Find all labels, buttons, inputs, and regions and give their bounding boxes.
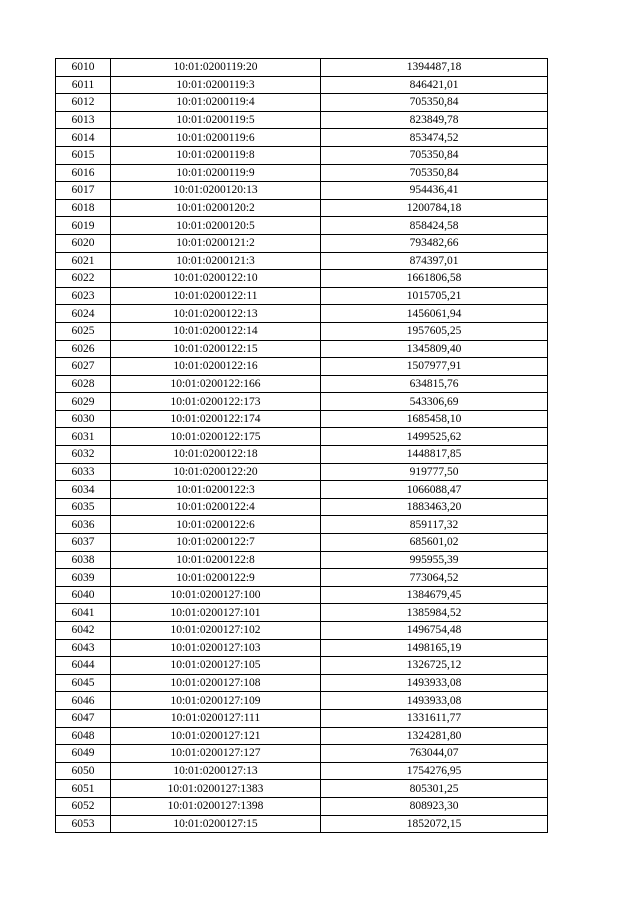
table-row [56,182,548,200]
cadastral-number-cell: 10:01:0200122:10 [111,270,321,288]
row-number-cell: 6053 [56,815,111,833]
cadastral-number-cell: 10:01:0200127:103 [111,639,321,657]
row-number-cell: 6047 [56,709,111,727]
value-cell: 705350,84 [321,164,548,182]
value-cell: 793482,66 [321,234,548,252]
row-number-cell: 6032 [56,446,111,464]
row-number-cell: 6020 [56,234,111,252]
table-row [56,463,548,481]
table-row [56,481,548,499]
value-cell: 1331611,77 [321,709,548,727]
table-body [56,59,548,833]
value-cell: 634815,76 [321,375,548,393]
row-number-cell: 6017 [56,182,111,200]
cadastral-number-cell: 10:01:0200122:9 [111,569,321,587]
cadastral-number-cell: 10:01:0200127:1383 [111,780,321,798]
row-number-cell: 6011 [56,76,111,94]
row-number-cell: 6028 [56,375,111,393]
row-number-cell: 6051 [56,780,111,798]
cadastral-number-cell: 10:01:0200122:16 [111,358,321,376]
cadastral-number-cell: 10:01:0200119:20 [111,59,321,77]
row-number-cell: 6027 [56,358,111,376]
row-number-cell: 6048 [56,727,111,745]
row-number-cell: 6041 [56,604,111,622]
data-table [55,58,548,833]
table-row [56,164,548,182]
table-row [56,586,548,604]
value-cell: 1385984,52 [321,604,548,622]
cadastral-number-cell: 10:01:0200127:15 [111,815,321,833]
row-number-cell: 6036 [56,516,111,534]
value-cell: 1456061,94 [321,305,548,323]
table-row [56,780,548,798]
value-cell: 1496754,48 [321,622,548,640]
value-cell: 1384679,45 [321,586,548,604]
cadastral-number-cell: 10:01:0200122:173 [111,393,321,411]
table-row [56,516,548,534]
value-cell: 808923,30 [321,797,548,815]
cadastral-number-cell: 10:01:0200119:6 [111,129,321,147]
table-row [56,727,548,745]
table-row [56,76,548,94]
value-cell: 1326725,12 [321,657,548,675]
row-number-cell: 6029 [56,393,111,411]
value-cell: 805301,25 [321,780,548,798]
table-row [56,762,548,780]
table-row [56,657,548,675]
table-row [56,604,548,622]
value-cell: 846421,01 [321,76,548,94]
cadastral-number-cell: 10:01:0200127:13 [111,762,321,780]
row-number-cell: 6025 [56,322,111,340]
cadastral-number-cell: 10:01:0200119:4 [111,94,321,112]
table-row [56,622,548,640]
row-number-cell: 6014 [56,129,111,147]
value-cell: 1493933,08 [321,692,548,710]
row-number-cell: 6035 [56,498,111,516]
table-row [56,305,548,323]
row-number-cell: 6026 [56,340,111,358]
value-cell: 1754276,95 [321,762,548,780]
value-cell: 705350,84 [321,146,548,164]
cadastral-number-cell: 10:01:0200122:174 [111,410,321,428]
table-row [56,709,548,727]
cadastral-number-cell: 10:01:0200122:15 [111,340,321,358]
cadastral-number-cell: 10:01:0200127:127 [111,745,321,763]
value-cell: 1015705,21 [321,287,548,305]
value-cell: 858424,58 [321,217,548,235]
value-cell: 1448817,85 [321,446,548,464]
row-number-cell: 6015 [56,146,111,164]
cadastral-number-cell: 10:01:0200127:121 [111,727,321,745]
value-cell: 773064,52 [321,569,548,587]
value-cell: 1883463,20 [321,498,548,516]
table-row [56,498,548,516]
row-number-cell: 6023 [56,287,111,305]
cadastral-number-cell: 10:01:0200122:7 [111,534,321,552]
cadastral-number-cell: 10:01:0200121:3 [111,252,321,270]
row-number-cell: 6040 [56,586,111,604]
value-cell: 874397,01 [321,252,548,270]
row-number-cell: 6042 [56,622,111,640]
cadastral-number-cell: 10:01:0200122:4 [111,498,321,516]
cadastral-number-cell: 10:01:0200121:2 [111,234,321,252]
row-number-cell: 6010 [56,59,111,77]
value-cell: 685601,02 [321,534,548,552]
value-cell: 1685458,10 [321,410,548,428]
value-cell: 1957605,25 [321,322,548,340]
row-number-cell: 6052 [56,797,111,815]
cadastral-number-cell: 10:01:0200122:18 [111,446,321,464]
table-row [56,217,548,235]
cadastral-number-cell: 10:01:0200122:11 [111,287,321,305]
value-cell: 1507977,91 [321,358,548,376]
value-cell: 1499525,62 [321,428,548,446]
row-number-cell: 6016 [56,164,111,182]
value-cell: 1324281,80 [321,727,548,745]
cadastral-number-cell: 10:01:0200122:14 [111,322,321,340]
value-cell: 1394487,18 [321,59,548,77]
table-row [56,410,548,428]
cadastral-number-cell: 10:01:0200122:166 [111,375,321,393]
cadastral-number-cell: 10:01:0200127:1398 [111,797,321,815]
cadastral-number-cell: 10:01:0200119:8 [111,146,321,164]
row-number-cell: 6037 [56,534,111,552]
cadastral-number-cell: 10:01:0200119:3 [111,76,321,94]
table-row [56,111,548,129]
table-row [56,375,548,393]
cadastral-number-cell: 10:01:0200122:6 [111,516,321,534]
table-row [56,428,548,446]
table-row [56,322,548,340]
row-number-cell: 6033 [56,463,111,481]
cadastral-number-cell: 10:01:0200122:13 [111,305,321,323]
table-row [56,674,548,692]
row-number-cell: 6049 [56,745,111,763]
table-row [56,287,548,305]
value-cell: 1345809,40 [321,340,548,358]
value-cell: 1661806,58 [321,270,548,288]
row-number-cell: 6043 [56,639,111,657]
cadastral-number-cell: 10:01:0200127:111 [111,709,321,727]
value-cell: 1200784,18 [321,199,548,217]
cadastral-number-cell: 10:01:0200120:2 [111,199,321,217]
value-cell: 954436,41 [321,182,548,200]
table-row [56,797,548,815]
row-number-cell: 6034 [56,481,111,499]
cadastral-number-cell: 10:01:0200120:13 [111,182,321,200]
table-row [56,815,548,833]
row-number-cell: 6019 [56,217,111,235]
cadastral-number-cell: 10:01:0200122:175 [111,428,321,446]
value-cell: 543306,69 [321,393,548,411]
row-number-cell: 6030 [56,410,111,428]
cadastral-number-cell: 10:01:0200122:8 [111,551,321,569]
row-number-cell: 6022 [56,270,111,288]
table-row [56,745,548,763]
cadastral-number-cell: 10:01:0200127:108 [111,674,321,692]
cadastral-number-cell: 10:01:0200127:101 [111,604,321,622]
table-row [56,129,548,147]
table-row [56,59,548,77]
table-row [56,446,548,464]
row-number-cell: 6050 [56,762,111,780]
table-row [56,692,548,710]
table-row [56,358,548,376]
table-row [56,252,548,270]
value-cell: 1852072,15 [321,815,548,833]
table-row [56,234,548,252]
table-row [56,146,548,164]
value-cell: 1066088,47 [321,481,548,499]
value-cell: 705350,84 [321,94,548,112]
row-number-cell: 6045 [56,674,111,692]
row-number-cell: 6039 [56,569,111,587]
cadastral-number-cell: 10:01:0200119:5 [111,111,321,129]
row-number-cell: 6021 [56,252,111,270]
table-row [56,393,548,411]
table-row [56,340,548,358]
cadastral-number-cell: 10:01:0200127:105 [111,657,321,675]
value-cell: 853474,52 [321,129,548,147]
row-number-cell: 6024 [56,305,111,323]
cadastral-number-cell: 10:01:0200122:20 [111,463,321,481]
value-cell: 1498165,19 [321,639,548,657]
value-cell: 763044,07 [321,745,548,763]
table-row [56,551,548,569]
row-number-cell: 6031 [56,428,111,446]
row-number-cell: 6046 [56,692,111,710]
value-cell: 823849,78 [321,111,548,129]
cadastral-number-cell: 10:01:0200119:9 [111,164,321,182]
row-number-cell: 6012 [56,94,111,112]
row-number-cell: 6038 [56,551,111,569]
cadastral-number-cell: 10:01:0200120:5 [111,217,321,235]
row-number-cell: 6044 [56,657,111,675]
row-number-cell: 6013 [56,111,111,129]
table-row [56,569,548,587]
table-row [56,639,548,657]
table-row [56,199,548,217]
cadastral-number-cell: 10:01:0200127:102 [111,622,321,640]
value-cell: 859117,32 [321,516,548,534]
cadastral-number-cell: 10:01:0200127:100 [111,586,321,604]
cadastral-number-cell: 10:01:0200122:3 [111,481,321,499]
row-number-cell: 6018 [56,199,111,217]
value-cell: 995955,39 [321,551,548,569]
value-cell: 1493933,08 [321,674,548,692]
table-row [56,94,548,112]
value-cell: 919777,50 [321,463,548,481]
cadastral-number-cell: 10:01:0200127:109 [111,692,321,710]
table-row [56,270,548,288]
table-row [56,534,548,552]
